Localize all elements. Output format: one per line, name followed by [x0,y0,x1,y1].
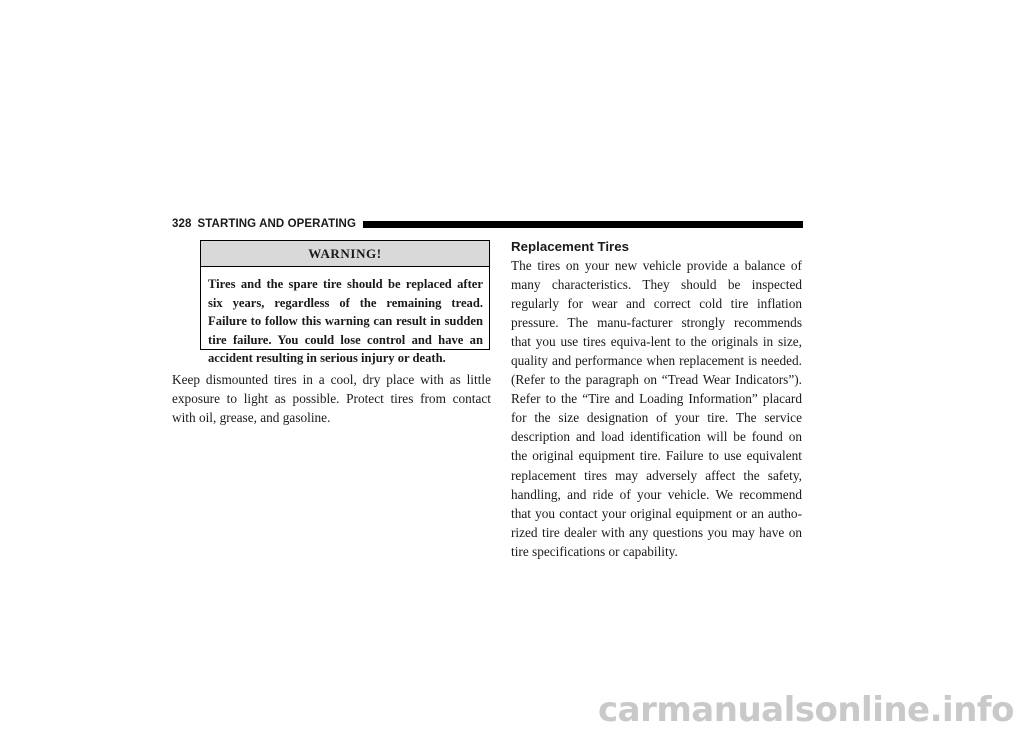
replacement-paragraph: The tires on your new vehicle provide a balance of many characteristics. They should be inspected regularly for wear and correct cold tire inflation pressure. The manu-facturer strongly recommends that you use tires equiva-lent to the originals in size, quality and performance when replacement is needed. (Refer to the paragraph on “Tread Wear Indicators”). Refer to the “Tire and Loading Information” placard for the size designation of your tire. The service description and load identification will be found on the original equipment tire. Failure to use equivalent replacement tires may adversely affect the safety, handling, and ride of your vehicle. We recommend that you contact your original equipment or an autho-rized tire dealer with any questions you may have on tire specifications or capability. [511,258,802,559]
header-rule [363,221,803,228]
watermark: carmanualsonline.info [598,690,1014,730]
warning-box [200,240,490,366]
section-title: STARTING AND OPERATING [197,218,357,230]
warning-title: WARNING! [201,241,489,267]
replacement-tires-section [511,238,802,561]
page-header [172,215,803,233]
storage-paragraph: Keep dismounted tires in a cool, dry place with as little exposure to light as possible. Protect tires from contact with oil, grease, and gasoline. [172,372,491,425]
warning-text: Tires and the spare tire should be replaced after six years, regardless of the remaining tread. Failure to follow this warning can result in sudden tire failure. You could lose control and have an accident resulting in serious injury or death. [208,277,483,366]
page-number: 328 [172,218,192,230]
section-heading: Replacement Tires [511,239,630,254]
